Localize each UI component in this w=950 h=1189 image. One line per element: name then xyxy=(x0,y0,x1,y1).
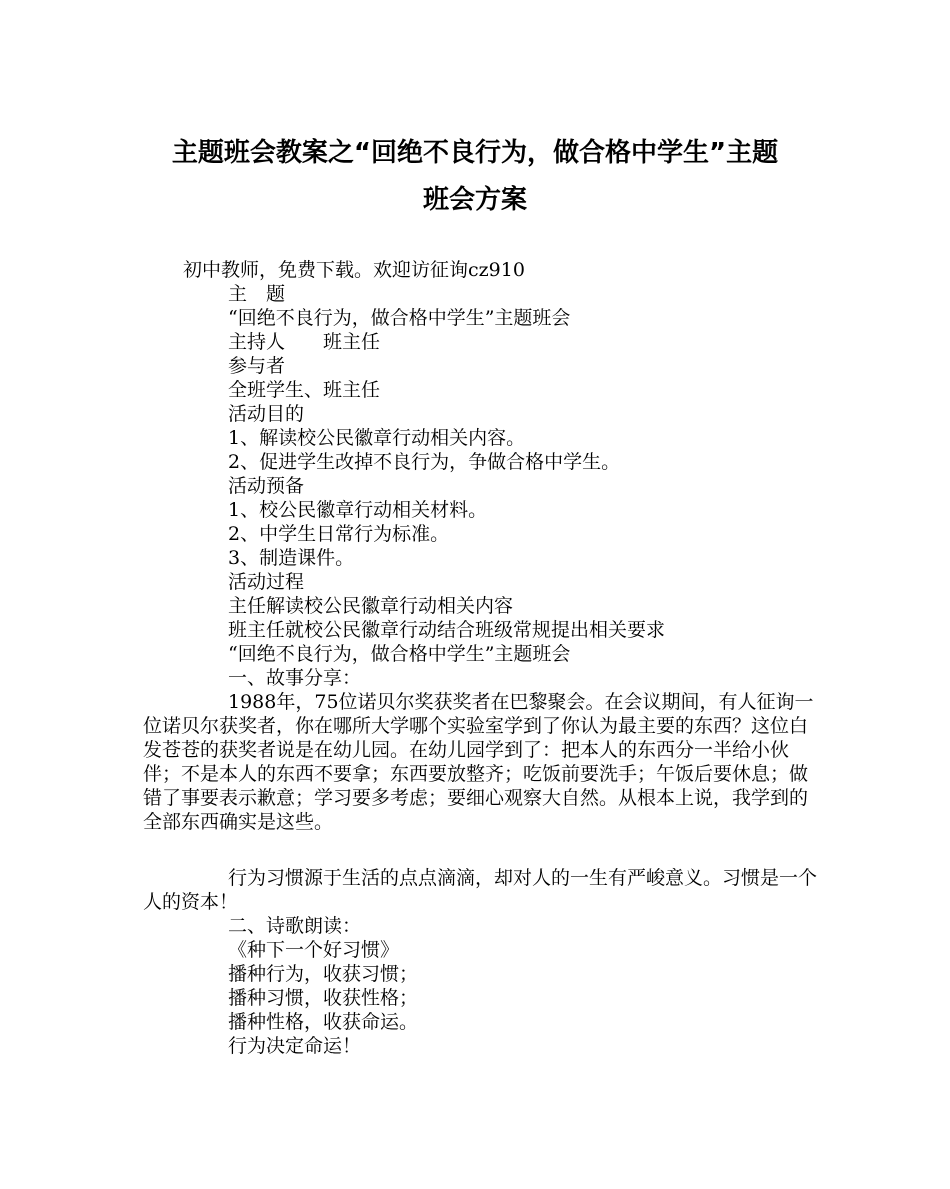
prep-label: 活动预备 xyxy=(228,475,305,497)
prep-item-1: 1、校公民徽章行动相关材料。 xyxy=(228,499,488,521)
document-body xyxy=(0,258,950,690)
process-item-3: “回绝不良行为，做合格中学生”主题班会 xyxy=(228,643,571,665)
process-item-2: 班主任就校公民徽章行动结合班级常规提出相关要求 xyxy=(228,619,666,641)
participants-text: 全班学生、班主任 xyxy=(228,379,381,401)
goal-item-2: 2、促进学生改掉不良行为，争做合格中学生。 xyxy=(228,451,621,473)
intro-line: 初中教师，免费下载。欢迎访征询cz910 xyxy=(183,259,525,281)
poem-title: 《种下一个好习惯》 xyxy=(228,939,400,961)
prep-item-2: 2、中学生日常行为标准。 xyxy=(228,523,450,545)
process-label: 活动过程 xyxy=(228,571,305,593)
document-title-line-2: 班会方案 xyxy=(422,185,527,215)
document-title-line-1: 主题班会教案之“回绝不良行为，做合格中学生”主题 xyxy=(171,138,779,168)
topic-label: 主 题 xyxy=(228,283,286,305)
goal-item-1: 1、解读校公民徽章行动相关内容。 xyxy=(228,427,526,449)
prep-item-3: 3、制造课件。 xyxy=(228,547,355,569)
story-paragraph: 1988年，75位诺贝尔奖获奖者在巴黎聚会。在会议期间，有人征询一位诺贝尔获奖者，你在哪所大学哪个实验室学到了你认为最主要的东西？这位白发苍苍的获奖者说是在幼儿园。在幼儿园学到了：把本人的东西分一半给小伙伴；不是本人的东西不要拿；东西要放整齐；吃饭前要洗手；午饭后要休息；做错了事要表示歉意；学习要多考虑；要细心观察大自然。从根本上说，我学到的全部东西确实是这些。 xyxy=(143,691,814,833)
host-line: 主持人 班主任 xyxy=(228,331,381,353)
participants-label: 参与者 xyxy=(228,355,286,377)
poem-label: 二、诗歌朗读： xyxy=(228,915,362,937)
topic-text: “回绝不良行为，做合格中学生”主题班会 xyxy=(228,307,571,329)
poem-line-2: 播种习惯，收获性格； xyxy=(228,987,419,1009)
habit-paragraph: 行为习惯源于生活的点点滴滴，却对人的一生有严峻意义。习惯是一个人的资本！ xyxy=(143,867,818,913)
process-item-1: 主任解读校公民徽章行动相关内容 xyxy=(228,595,514,617)
poem-line-1: 播种行为，收获习惯； xyxy=(228,963,419,985)
story-label: 一、故事分享： xyxy=(228,667,362,689)
poem-line-4: 行为决定命运！ xyxy=(228,1035,362,1057)
poem-line-3: 播种性格，收获命运。 xyxy=(228,1011,419,1033)
goal-label: 活动目的 xyxy=(228,403,305,425)
poem-section xyxy=(0,914,950,1058)
